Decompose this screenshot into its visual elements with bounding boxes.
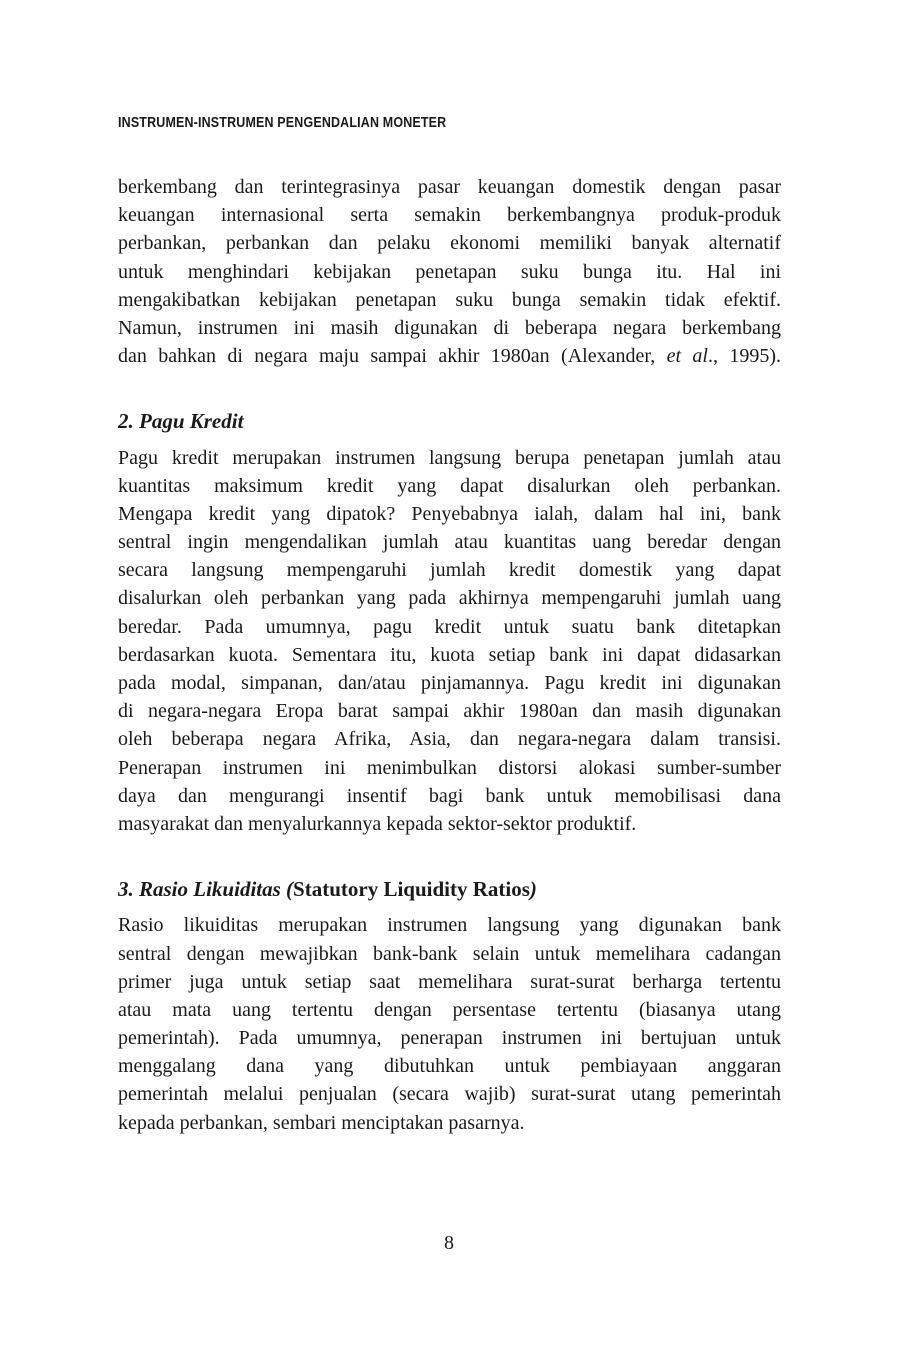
text-line: berkembang dan terintegrasinya pasar keuangan domestik dengan pasar xyxy=(118,176,781,198)
paragraph-intro xyxy=(118,173,781,370)
text-line-last: masyarakat dan menyalurkannya kepada sektor-sektor produktif. xyxy=(118,812,637,835)
section-spacer xyxy=(118,370,781,407)
running-header: INSTRUMEN-INSTRUMEN PENGENDALIAN MONETER xyxy=(118,115,447,131)
heading-upright-part: Statutory Liquidity Ratios xyxy=(293,877,530,902)
text-line: Rasio likuiditas merupakan instrumen langsung yang digunakan bank xyxy=(118,914,781,937)
text-line: pemerintah). Pada umumnya, penerapan instrumen ini bertujuan untuk xyxy=(118,1027,781,1050)
text-line: untuk menghindari kebijakan penetapan suku bunga itu. Hal ini xyxy=(118,260,781,283)
text-line: keuangan internasional serta semakin berkembangnya produk-produk xyxy=(118,204,781,227)
text-line: pada modal, simpanan, dan/atau pinjamannya. Pagu kredit ini digunakan xyxy=(118,672,781,694)
text-line: Mengapa kredit yang dipatok? Penyebabnya ialah, dalam hal ini, bank xyxy=(118,502,781,525)
text-line: sentral ingin mengendalikan jumlah atau kuantitas uang beredar dengan xyxy=(118,531,781,554)
section-heading-rasio-likuiditas xyxy=(118,875,781,903)
citation-year: ., 1995). xyxy=(707,345,781,368)
text-line: sentral dengan mewajibkan bank-bank selain untuk memelihara cadangan xyxy=(118,942,781,965)
text-line: primer juga untuk setiap saat memelihara surat-surat berharga tertentu xyxy=(118,970,781,993)
section-spacer xyxy=(118,838,781,875)
text-line: atau mata uang tertentu dengan persentase tertentu (biasanya utang xyxy=(118,998,781,1021)
text-line: di negara-negara Eropa barat sampai akhir 1980an dan masih digunakan xyxy=(118,700,781,723)
text-line: kuantitas maksimum kredit yang dapat disalurkan oleh perbankan. xyxy=(118,474,781,497)
text-line: beredar. Pada umumnya, pagu kredit untuk suatu bank ditetapkan xyxy=(118,615,781,638)
paragraph-rasio-likuiditas xyxy=(118,911,781,1137)
text-line: disalurkan oleh perbankan yang pada akhirnya mempengaruhi jumlah uang xyxy=(118,587,781,610)
text-line: Penerapan instrumen ini menimbulkan distorsi alokasi sumber-sumber xyxy=(118,756,781,779)
body-text xyxy=(118,173,781,1137)
text-line: daya dan mengurangi insentif bagi bank untuk memobilisasi dana xyxy=(118,784,781,807)
text-line: menggalang dana yang dibutuhkan untuk pembiayaan anggaran xyxy=(118,1055,781,1078)
text-line: pemerintah melalui penjualan (secara wajib) surat-surat utang pemerintah xyxy=(118,1083,781,1106)
text-line: oleh beberapa negara Afrika, Asia, dan negara-negara dalam transisi. xyxy=(118,728,781,751)
text-line: secara langsung mempengaruhi jumlah kredit domestik yang dapat xyxy=(118,559,781,582)
text-line-last xyxy=(118,342,781,370)
text-line-last: kepada perbankan, sembari menciptakan pasarnya. xyxy=(118,1111,525,1134)
text-line: Pagu kredit merupakan instrumen langsung berupa penetapan jumlah atau xyxy=(118,446,781,469)
text-line: mengakibatkan kebijakan penetapan suku bunga semakin tidak efektif. xyxy=(118,288,781,311)
citation-text: dan bahkan di negara maju sampai akhir 1980an (Alexander, xyxy=(118,345,667,368)
section-heading-pagu-kredit: 2. Pagu Kredit xyxy=(118,409,244,434)
heading-spacer xyxy=(118,903,781,911)
heading-italic-part: 3. Rasio Likuiditas ( xyxy=(118,877,294,902)
text-line: Namun, instrumen ini masih digunakan di beberapa negara berkembang xyxy=(118,316,781,339)
page-number: 8 xyxy=(444,1232,454,1254)
text-line: perbankan, perbankan dan pelaku ekonomi memiliki banyak alternatif xyxy=(118,232,781,255)
text-line: berdasarkan kuota. Sementara itu, kuota setiap bank ini dapat didasarkan xyxy=(118,643,781,666)
heading-close-part: ) xyxy=(529,877,537,902)
citation-et-al: et al xyxy=(666,345,708,368)
paragraph-pagu-kredit xyxy=(118,444,781,839)
heading-spacer xyxy=(118,436,781,444)
